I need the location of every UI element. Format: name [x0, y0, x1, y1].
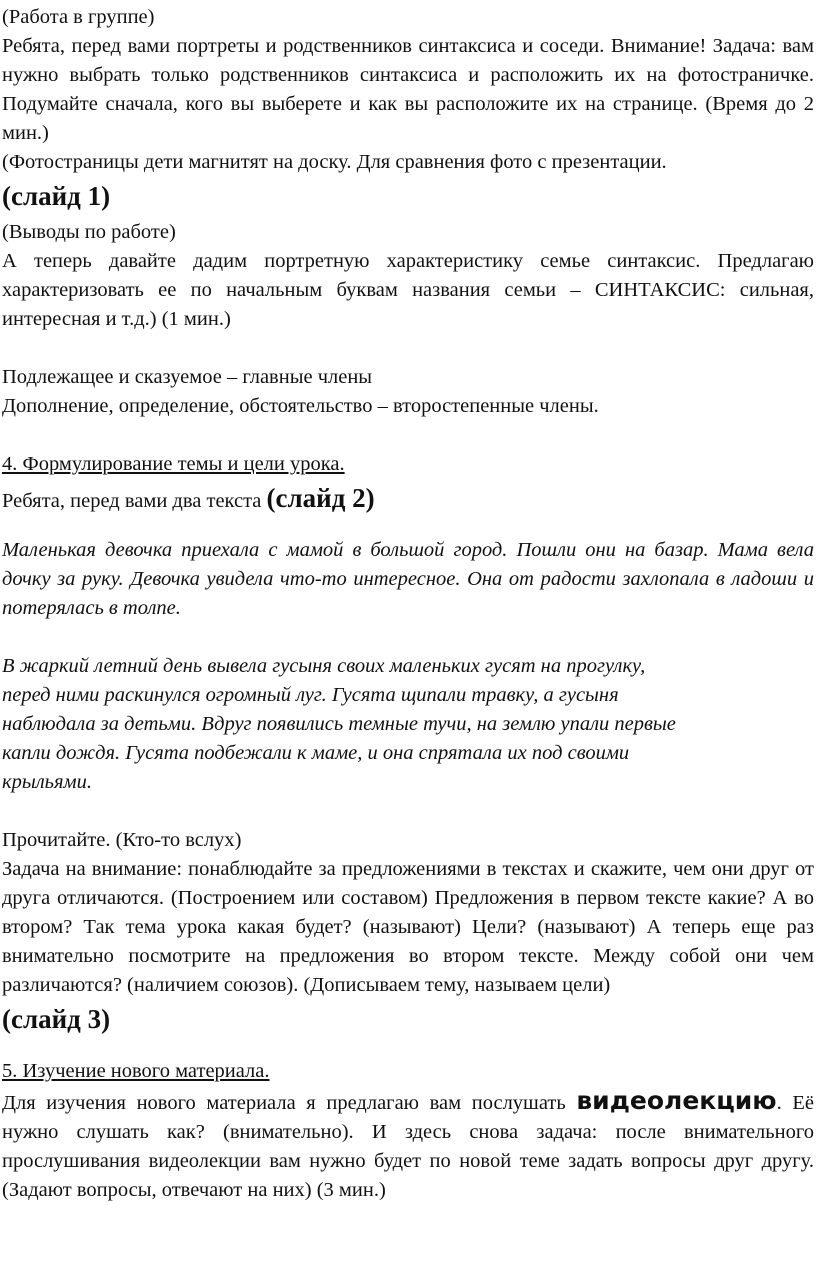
spacer	[2, 520, 814, 536]
slide-2-text: (слайд 2)	[266, 483, 375, 513]
paragraph-photo-pages: (Фотостраницы дети магнитят на доску. Для сравнения фото с презентации.	[2, 151, 667, 173]
example-text-1: Маленькая девочка приехала с мамой в большой город. Пошли они на базар. Мама вела дочку за руку. Девочка увидела что-то интересное. Она от радости захлопала в ладоши и потерялась в толпе.	[2, 539, 814, 619]
example-text-2-line: капли дождя. Гусята подбежали к маме, и она спрятала их под своими	[2, 742, 630, 764]
example-text-2-line: крыльями.	[2, 771, 92, 793]
slide-1-label	[2, 177, 814, 218]
example-text-2-line: перед ними раскинулся огромный луг. Гусята щипали травку, а гусыня	[2, 684, 619, 706]
paragraph-read: Прочитайте. (Кто-то вслух)	[2, 829, 242, 851]
section-heading-5: 5. Изучение нового материала.	[2, 1060, 270, 1082]
video-lecture-intro: Для изучения нового материала я предлагаю вам послушать	[2, 1092, 566, 1114]
paragraph-video-lecture	[2, 1086, 814, 1205]
video-lecture-rest: . Её нужно слушать как? (внимательно). И здесь снова задача: после внимательного прослушивания видеолекции вам нужно будет по новой теме задать вопросы друг другу. (Задают вопросы, отвечают на них) (3 мин.)	[2, 1092, 814, 1201]
video-lecture-word: видеолекцию	[576, 1086, 777, 1115]
paragraph-main-members: Подлежащее и сказуемое – главные члены	[2, 366, 373, 388]
paragraph-task: Ребята, перед вами портреты и родственников синтаксиса и соседи. Внимание! Задача: вам нужно выбрать только родственников синтаксиса и расположить их на фотостраничке. Подумайте сначала, кого вы выберете и как вы расположите их на странице. (Время до 2 мин.)	[2, 35, 814, 144]
spacer	[2, 1041, 814, 1057]
paragraph-portrait: А теперь давайте дадим портретную характеристику семье синтаксис. Предлагаю характеризовать ее по начальным буквам названия семьи – СИНТАКСИС: сильная, интересная и т.д.) (1 мин.)	[2, 250, 814, 330]
example-text-2	[2, 652, 814, 797]
spacer	[2, 421, 814, 450]
slide-1-text: (слайд 1)	[2, 181, 111, 211]
slide-3-text: (слайд 3)	[2, 1004, 111, 1034]
example-text-2-line: наблюдала за детьми. Вдруг появились темные тучи, на землю упали первые	[2, 713, 676, 735]
paragraph-group-work: (Работа в группе)	[2, 6, 155, 28]
paragraph-two-texts	[2, 479, 814, 520]
paragraph-secondary-members: Дополнение, определение, обстоятельство – второстепенные члены.	[2, 395, 599, 417]
paragraph-conclusions: (Выводы по работе)	[2, 221, 176, 243]
spacer	[2, 623, 814, 652]
slide-3-label	[2, 1000, 814, 1041]
spacer	[2, 797, 814, 826]
spacer	[2, 334, 814, 363]
example-text-2-line: В жаркий летний день вывела гусыня своих маленьких гусят на прогулку,	[2, 655, 646, 677]
section-heading-4: 4. Формулирование темы и цели урока.	[2, 453, 345, 475]
two-texts-label: Ребята, перед вами два текста	[2, 490, 262, 512]
paragraph-attention-task: Задача на внимание: понаблюдайте за предложениями в текстах и скажите, чем они друг от друга отличаются. (Построением или составом) Предложения в первом тексте какие? А во втором? Так тема урока какая будет? (называют) Цели? (называют) А теперь еще раз внимательно посмотрите на предложения во втором тексте. Между собой они чем различаются? (наличием союзов). (Дописываем тему, называем цели)	[2, 858, 814, 996]
